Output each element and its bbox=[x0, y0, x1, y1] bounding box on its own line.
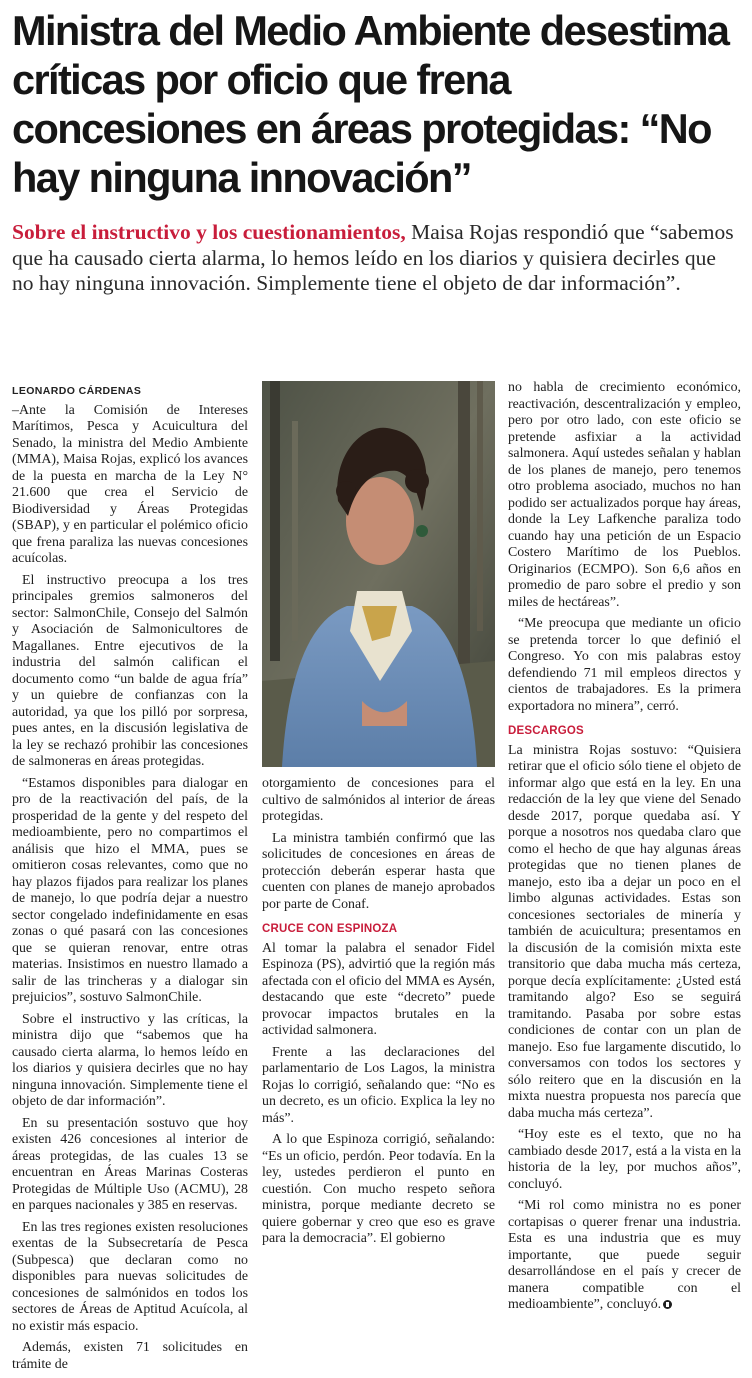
column-1 bbox=[12, 381, 248, 1378]
body-paragraph: Frente a las declaraciones del parlamentario de Los Lagos, la ministra Rojas lo corrigió, señalando que: “No es un decreto, es un oficio. Explica la ley no más”. bbox=[262, 1044, 495, 1126]
final-paragraph-text: “Mi rol como ministra no es poner cortapisas o querer frenar una industria. Esta es una industria que es muy importante, que puede seguir desarrollándose en el país y crecer de manera compatible con el medioambiente”, concluyó. bbox=[508, 1198, 741, 1312]
section-heading-cruce: CRUCE CON ESPINOZA bbox=[262, 923, 398, 935]
column-2 bbox=[262, 776, 495, 1253]
lead-highlight: Sobre el instructivo y los cuestionamientos, bbox=[12, 220, 406, 244]
body-paragraph: otorgamiento de concesiones para el cultivo de salmónidos al interior de áreas protegidas. bbox=[262, 776, 495, 824]
body-paragraph: La ministra también confirmó que las solicitudes de concesiones en áreas de protección deberán esperar hasta que cuenten con planes de manejo aprobados por parte de Conaf. bbox=[262, 830, 495, 912]
end-of-article-icon bbox=[663, 1300, 672, 1309]
lead-paragraph bbox=[12, 220, 740, 297]
body-paragraph: no habla de crecimiento económico, reactivación, descentralización y empleo, pero por otro lado, con este oficio se pretende asfixiar a la actividad salmonera. Aquí ustedes señalan y hablan de los planes de manejo, pero tenemos otro problema asociado, muchos no han podido ser actualizados porque hay áreas, donde la Ley Lafkenche paraliza todo cuando hay una petición de un Espacio Costero Marítimo de los Pueblos. Originarios (ECMPO). Son 6,6 años en promedio de paro sobre el predio y son miles de hectáreas”. bbox=[508, 380, 741, 610]
lead-text: Maisa Rojas respondió que “sabemos que ha causado cierta alarma, lo hemos leído en los diarios y quisiera decirles que no hay ninguna innovación. Simplemente tiene el objeto de dar información”. bbox=[12, 220, 734, 295]
body-paragraph: “Estamos disponibles para dialogar en pro de la reactivación del país, de la prosperidad de la gente y del respeto del medioambiente, pero no compartimos el análisis que hizo el MMA, pues se omitieron cosas relevantes, como que no hay plazos fijados para realizar los planes de manejo, lo que podría dejar a nuestro sector congelado indefinidamente en esas zonas o qué pasará con las concesiones que se quieran renovar, entre otras materias. Insistimos en nuestro llamado a salir de las trincheras y a dialogar sin prejuicios”, sostuvo SalmonChile. bbox=[12, 775, 248, 1005]
body-paragraph: –Ante la Comisión de Intereses Marítimos, Pesca y Acuicultura del Senado, la ministra del Medio Ambiente (MMA), Maisa Rojas, explicó los avances de la puesta en marcha de la Ley N° 21.600 que crea el Servicio de Biodiversidad y Áreas Protegidas (SBAP), y en particular el polémico oficio que frena paraliza las nuevas concesiones acuícolas. bbox=[12, 402, 248, 566]
column-3 bbox=[508, 380, 741, 1319]
body-paragraph: La ministra Rojas sostuvo: “Quisiera retirar que el oficio sólo tiene el objeto de informar algo que está en la ley. En una redacción de la ley que viene del Senado desde 2017, porque quedaba así. Y porque a nosotros nos quedaba claro que como el hecho de que hay algunas áreas protegidas que no tienen planes de manejo, esto iba a dejar un poco en el limbo algunas actividades. Estas son concesiones sectoriales de minería y también de acuicultura; presentamos en la discusión de la comisión mixta este transitorio que daba mucha más certeza, porque decía explícitamente: ¿Usted está tramitando algo? Eso se seguirá tramitando. Pasaba por sobre estas condiciones de contar con un plan de manejo. Eso fue largamente discutido, lo conversamos con todos los sectores y sólo reitero que en la discusión en la mixta nuestra propuesta nos parecía que daba mucha más certeza”. bbox=[508, 742, 741, 1121]
body-paragraph: En las tres regiones existen resoluciones exentas de la Subsecretaría de Pesca (Subpesca) que declaran como no disponibles para nuevas solicitudes de concesiones de salmónidos en todos los sectores de Áreas de Aptitud Acuícola, al no existir más espacio. bbox=[12, 1219, 248, 1334]
body-paragraph: Además, existen 71 solicitudes en trámite de bbox=[12, 1340, 248, 1372]
section-heading-descargos: DESCARGOS bbox=[508, 725, 584, 737]
portrait-illustration bbox=[262, 381, 495, 767]
body-paragraph: “Hoy este es el texto, que no ha cambiado desde 2017, está a la vista en la historia de la ley, por muchos años”, concluyó. bbox=[508, 1127, 741, 1192]
body-paragraph: A lo que Espinoza corrigió, señalando: “Es un oficio, perdón. Peor todavía. En la ley, ustedes perdieron el punto en cuestión. Con mucho respeto señora ministra, porque mediante decreto se quiere gobernar y creo que eso es grave para la democracia”. El gobierno bbox=[262, 1132, 495, 1246]
body-paragraph: “Me preocupa que mediante un oficio se pretenda torcer lo que definió el Congreso. Yo con mis palabras estoy defendiendo 71 mil empleos directos y cientos de trabajadores. Es la primera exportadora no minera”, cerró. bbox=[508, 616, 741, 714]
body-paragraph: Sobre el instructivo y las críticas, la ministra dijo que “sabemos que ha causado cierta alarma, lo hemos leído en los diarios y quisiera decirles que no hay ninguna innovación. Simplemente tiene el objeto de dar información”. bbox=[12, 1011, 248, 1109]
body-paragraph bbox=[508, 1198, 741, 1314]
byline: LEONARDO CÁRDENAS bbox=[12, 385, 142, 397]
body-paragraph: El instructivo preocupa a los tres principales gremios salmoneros del sector: SalmonChile, Consejo del Salmón y Asociación de Salmonicultores de Magallanes. Entre ejecutivos de la industria del salmón califican el documento como “un balde de agua fría” y un quiebre de confianzas con la autoridad, ya que los pilló por sorpresa, pues antes, en la discusión legislativa de la ley se rechazó prohibir las concesiones de salmoneras en áreas protegidas. bbox=[12, 572, 248, 769]
headline: Ministra del Medio Ambiente desestima críticas por oficio que frena concesiones en áreas protegidas: “No hay ninguna innovación” bbox=[12, 7, 729, 201]
photo-maisa-rojas bbox=[262, 381, 495, 767]
body-paragraph: En su presentación sostuvo que hoy existen 426 concesiones al interior de áreas protegidas, de las cuales 13 se encuentran en Áreas Marinas Costeras Protegidas de Múltiple Uso (ACMU), 28 en parques nacionales y 385 en reservas. bbox=[12, 1115, 248, 1213]
body-paragraph: Al tomar la palabra el senador Fidel Espinoza (PS), advirtió que la región más afectada con el oficio del MMA es Aysén, destacando que este “decreto” puede provocar impactos brutales en la actividad salmonera. bbox=[262, 940, 495, 1038]
